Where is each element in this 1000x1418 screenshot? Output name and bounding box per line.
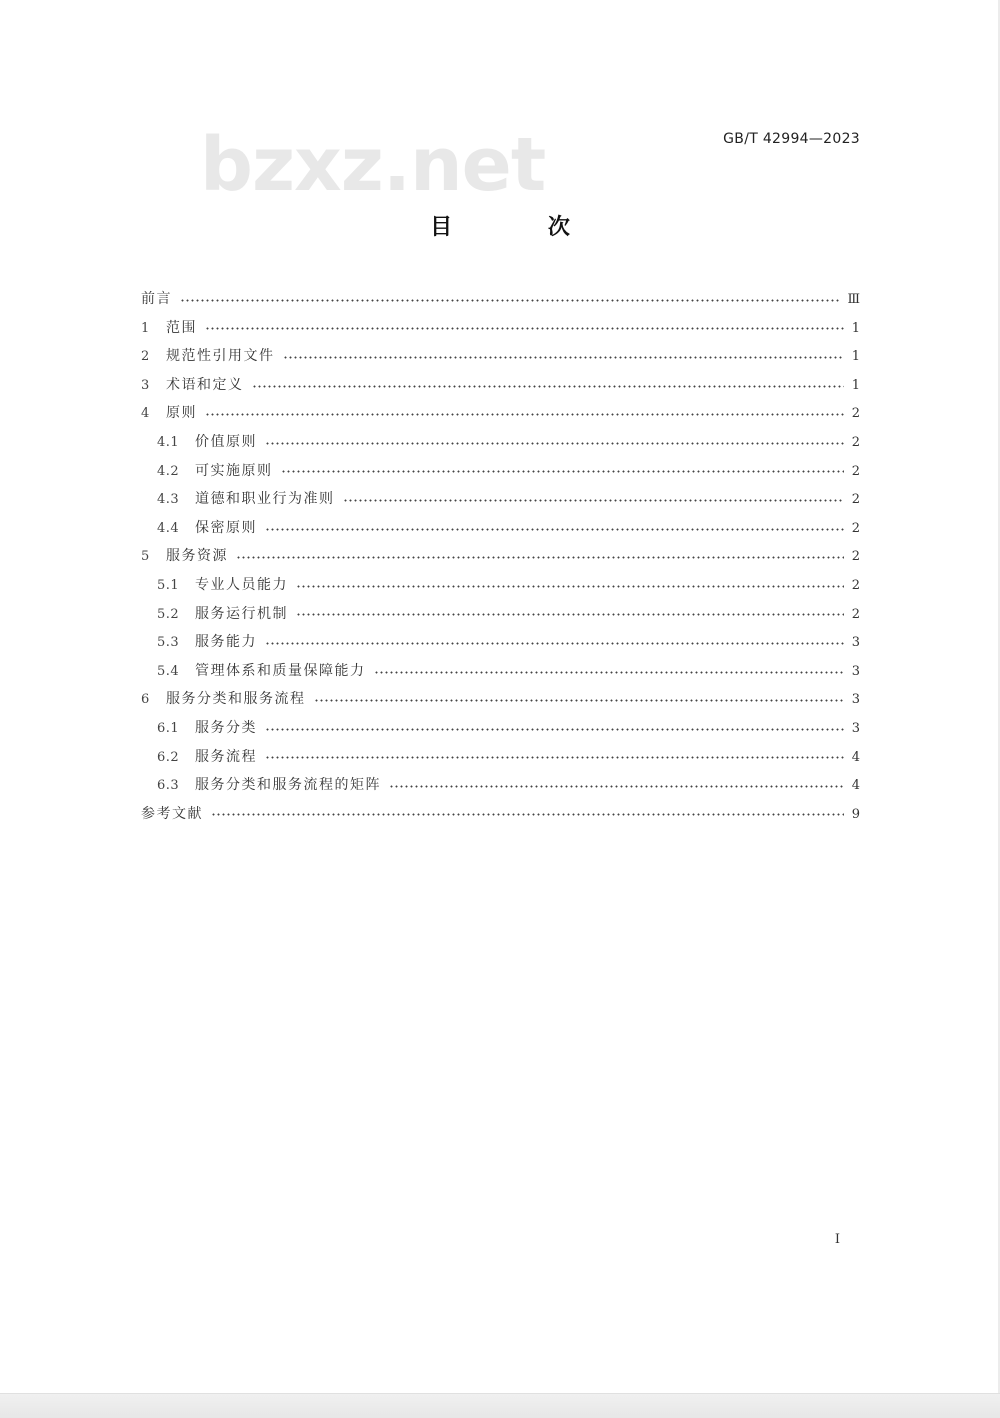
toc-entry[interactable] [141,514,860,543]
toc-entry-number: 6.3 [157,778,180,794]
toc-entry-number: 4.1 [157,434,180,450]
toc-entry[interactable] [141,342,860,371]
toc-entry-page: Ⅲ [847,292,860,307]
toc-entry-page: 4 [851,778,860,794]
dot-leader [389,785,844,788]
toc-entry-label: 原则 [166,405,197,422]
toc-entry[interactable] [141,714,860,743]
toc-entry-page: 2 [851,463,860,479]
dot-leader [236,556,844,559]
toc-entry[interactable] [141,800,860,829]
toc-entry-page: 2 [851,492,860,508]
toc-entry-label: 专业人员能力 [195,576,288,593]
toc-entry-number: 5.3 [157,635,180,651]
toc-entry-label: 服务资源 [166,548,228,565]
toc-entry-number: 5.4 [157,663,180,679]
dot-leader [211,813,844,816]
dot-leader [265,756,844,759]
toc-entry[interactable] [141,371,860,400]
dot-leader [265,528,844,531]
toc-entry-page: 2 [851,606,860,622]
toc-entry-label: 价值原则 [195,433,257,450]
toc-entry-number: 4.3 [157,492,180,508]
toc-entry-label: 管理体系和质量保障能力 [195,662,366,679]
toc-entry-label: 服务运行机制 [195,605,288,622]
toc-entry[interactable] [141,657,860,686]
toc-entry-page: 1 [851,377,860,393]
toc-entry-number: 5.2 [157,606,180,622]
toc-entry[interactable] [141,428,860,457]
toc-entry-label: 前言 [141,291,172,307]
watermark: bzxz.net [200,122,546,208]
toc-entry[interactable] [141,314,860,343]
dot-leader [265,728,844,731]
toc-entry[interactable] [141,457,860,486]
toc-entry-label: 道德和职业行为准则 [195,491,335,508]
toc-entry-page: 3 [851,663,860,679]
dot-leader [314,699,845,702]
toc-entry-number: 3 [141,377,150,393]
toc-entry-label: 服务能力 [195,634,257,651]
standard-number: GB/T 42994—2023 [723,131,860,147]
toc-entry-number: 1 [141,320,150,336]
toc-entry-number: 5 [141,549,150,565]
toc-entry[interactable] [141,399,860,428]
toc-entry-page: 3 [851,692,860,708]
dot-leader [252,385,845,388]
toc-entry[interactable] [141,743,860,772]
toc-entry-label: 术语和定义 [166,376,244,393]
toc-entry-label: 可实施原则 [195,462,273,479]
viewer-bottom-bar [0,1393,1000,1418]
dot-leader [265,642,844,645]
toc-entry-page: 4 [851,749,860,765]
toc-entry-number: 6.1 [157,720,180,736]
table-of-contents [141,285,860,828]
toc-entry[interactable] [141,485,860,514]
dot-leader [180,299,841,302]
toc-entry-page: 2 [851,520,860,536]
toc-entry[interactable] [141,628,860,657]
page-title: 目 次 [430,215,614,240]
toc-entry-number: 4 [141,406,150,422]
toc-entry[interactable] [141,771,860,800]
toc-entry[interactable] [141,285,860,314]
dot-leader [281,470,845,473]
toc-entry-page: 3 [851,635,860,651]
toc-entry-page: 1 [851,349,860,365]
toc-entry-page: 2 [851,434,860,450]
dot-leader [205,413,844,416]
dot-leader [296,585,844,588]
toc-entry-label: 服务流程 [195,748,257,765]
toc-entry[interactable] [141,685,860,714]
dot-leader [265,442,844,445]
toc-entry-number: 4.2 [157,463,180,479]
toc-entry-page: 2 [851,549,860,565]
toc-entry[interactable] [141,571,860,600]
page-number: I [834,1232,840,1247]
dot-leader [343,499,845,502]
toc-entry-number: 6.2 [157,749,180,765]
toc-entry-label: 参考文献 [141,805,203,822]
toc-entry-page: 9 [851,806,860,822]
toc-entry-label: 服务分类 [195,719,257,736]
toc-entry-number: 5.1 [157,577,180,593]
toc-entry-page: 2 [851,577,860,593]
dot-leader [374,671,845,674]
toc-entry-label: 保密原则 [195,519,257,536]
toc-entry-number: 6 [141,692,150,708]
toc-entry[interactable] [141,542,860,571]
toc-entry-page: 1 [851,320,860,336]
toc-entry-page: 3 [851,720,860,736]
toc-entry[interactable] [141,600,860,629]
toc-entry-number: 2 [141,349,150,365]
toc-entry-number: 4.4 [157,520,180,536]
dot-leader [283,356,845,359]
toc-entry-label: 服务分类和服务流程的矩阵 [195,777,381,794]
dot-leader [205,327,844,330]
toc-entry-label: 范围 [166,319,197,336]
toc-entry-page: 2 [851,406,860,422]
dot-leader [296,613,844,616]
toc-entry-label: 规范性引用文件 [166,348,275,365]
toc-entry-label: 服务分类和服务流程 [166,691,306,708]
